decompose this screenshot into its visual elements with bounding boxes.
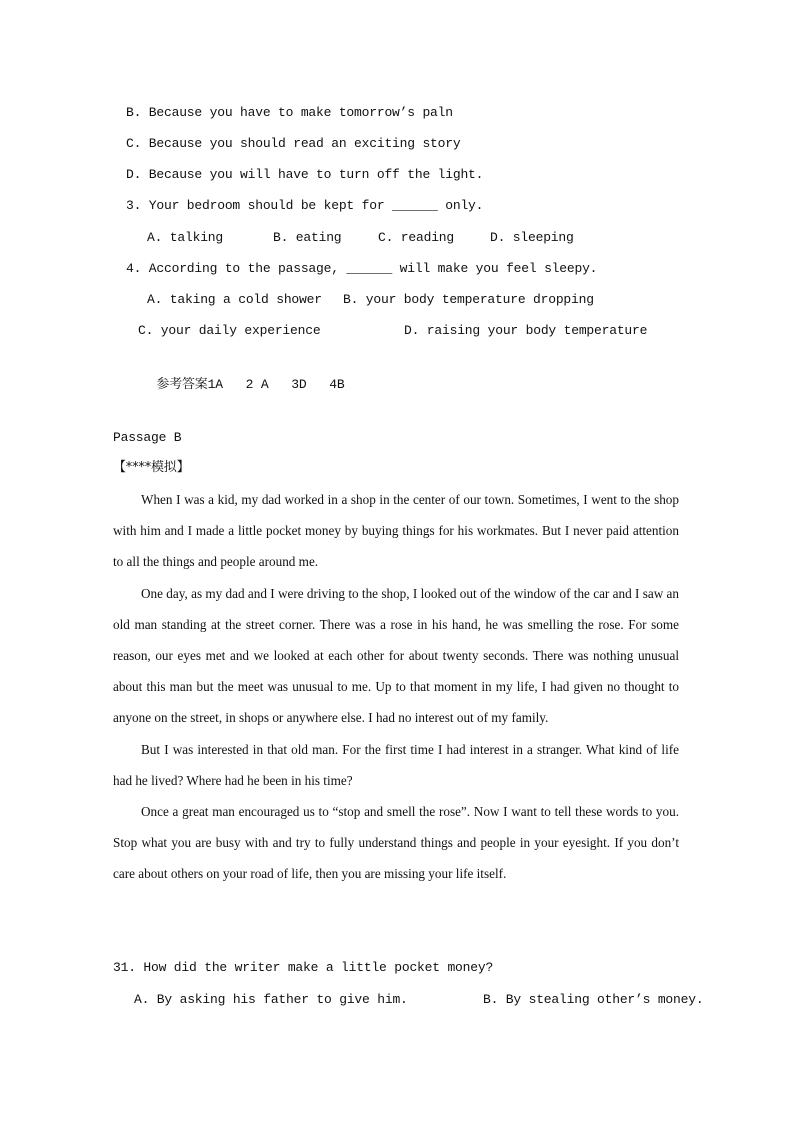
question-3-option-d: D. sleeping <box>490 230 574 245</box>
passage-source-tag: 【****模拟】 <box>113 460 190 475</box>
answer-key-values: 1A 2 A 3D 4B <box>207 377 345 392</box>
question-3-option-c: C. reading <box>378 230 455 245</box>
question-31-option-b: B. By stealing other’s money. <box>483 992 704 1007</box>
question-4-option-b: B. your body temperature dropping <box>343 292 594 307</box>
option-c: C. Because you should read an exciting story <box>126 136 461 151</box>
question-3-stem: 3. Your bedroom should be kept for ______ only. <box>126 198 484 213</box>
question-3-option-a: A. talking <box>147 230 224 245</box>
option-d: D. Because you will have to turn off the light. <box>126 167 484 182</box>
passage-body <box>113 484 679 890</box>
question-31-stem: 31. How did the writer make a little pocket money? <box>113 960 494 975</box>
question-3-option-b: B. eating <box>273 230 342 245</box>
answer-key-label: 参考答案 <box>156 377 208 392</box>
question-4-option-d: D. raising your body temperature <box>404 323 648 338</box>
question-4-stem: 4. According to the passage, ______ will make you feel sleepy. <box>126 261 598 276</box>
passage-paragraph-3: But I was interested in that old man. For the first time I had interest in a stranger. What kind of life had he lived? Where had he been in his time? <box>113 741 679 788</box>
passage-paragraph-4: Once a great man encouraged us to “stop and smell the rose”. Now I want to tell these words to you. Stop what you are busy with and try to fully understand things and people in your eyesight. If you don’t care about others on your road of life, then you are missing your life itself. <box>113 804 679 882</box>
passage-paragraph-1: When I was a kid, my dad worked in a shop in the center of our town. Sometimes, I went to the shop with him and I made a little pocket money by buying things for his workmates. But I never paid attention to all the things and people around me. <box>113 492 679 570</box>
question-4-option-c: C. your daily experience <box>138 323 321 338</box>
option-b: B. Because you have to make tomorrow’s paln <box>126 105 453 120</box>
question-31-option-a: A. By asking his father to give him. <box>134 992 408 1007</box>
answer-key <box>126 361 344 409</box>
question-4-option-a: A. taking a cold shower <box>147 292 322 307</box>
passage-paragraph-2: One day, as my dad and I were driving to the shop, I looked out of the window of the car and I saw an old man standing at the street corner. There was a rose in his hand, he was smelling the rose. For some reason, our eyes met and we looked at each other for about twenty seconds. There was nothing unusual about this man but the meet was unusual to me. Up to that moment in my life, I had given no thought to anyone on the street, in shops or anywhere else. I had no interest out of my family. <box>113 585 679 726</box>
passage-title: Passage B <box>113 430 182 445</box>
